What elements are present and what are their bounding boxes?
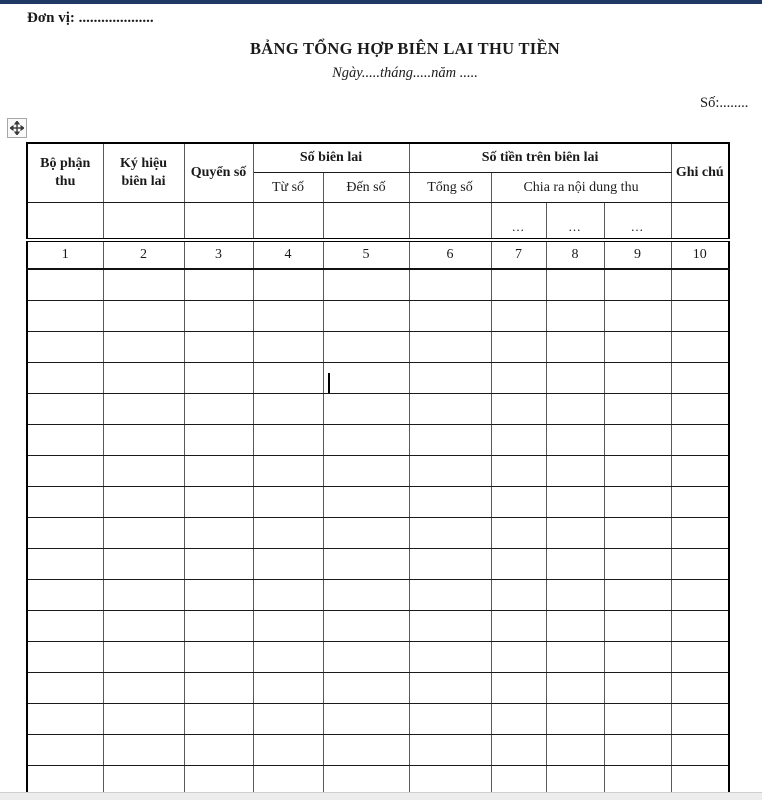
- table-cell[interactable]: [409, 642, 491, 673]
- table-row: [27, 487, 729, 518]
- table-cell[interactable]: [27, 394, 103, 425]
- table-cell[interactable]: [27, 425, 103, 456]
- table-cell[interactable]: [409, 425, 491, 456]
- header-cell-dots-2[interactable]: ...: [546, 203, 604, 241]
- header-cell-ghi-chu[interactable]: Ghi chú: [671, 143, 729, 203]
- table-cell[interactable]: [27, 203, 103, 241]
- table-cell[interactable]: [546, 456, 604, 487]
- table-cell[interactable]: [184, 203, 253, 241]
- table-cell[interactable]: [27, 301, 103, 332]
- table-cell[interactable]: [491, 580, 546, 611]
- table-cell[interactable]: [184, 580, 253, 611]
- table-cell[interactable]: [604, 642, 671, 673]
- table-cell[interactable]: [27, 704, 103, 735]
- table-cell[interactable]: [409, 301, 491, 332]
- table-cell[interactable]: [671, 642, 729, 673]
- table-cell[interactable]: [27, 735, 103, 766]
- table-cell[interactable]: [103, 203, 184, 241]
- table-cell[interactable]: [491, 673, 546, 704]
- header-cell-dots-1[interactable]: ...: [491, 203, 546, 241]
- table-cell[interactable]: [409, 580, 491, 611]
- table-cell[interactable]: [409, 518, 491, 549]
- table-cell[interactable]: [253, 301, 323, 332]
- table-cell[interactable]: [409, 394, 491, 425]
- table-cell[interactable]: [546, 332, 604, 363]
- column-number[interactable]: 10: [671, 240, 729, 269]
- table-cell[interactable]: [323, 456, 409, 487]
- table-cell[interactable]: [103, 456, 184, 487]
- table-cell[interactable]: [409, 203, 491, 241]
- table-cell[interactable]: [491, 269, 546, 301]
- document-number-label: Số:........: [700, 95, 749, 111]
- table-cell[interactable]: [671, 704, 729, 735]
- table-cell[interactable]: [546, 425, 604, 456]
- table-cell[interactable]: [253, 332, 323, 363]
- table-cell[interactable]: [103, 642, 184, 673]
- table-row: [27, 735, 729, 766]
- table-cell[interactable]: [491, 301, 546, 332]
- table-cell[interactable]: [604, 611, 671, 642]
- table-cell[interactable]: [184, 611, 253, 642]
- table-cell[interactable]: [184, 456, 253, 487]
- table-cell[interactable]: [671, 332, 729, 363]
- table-cell[interactable]: [546, 704, 604, 735]
- table-cell[interactable]: [671, 394, 729, 425]
- table-cell[interactable]: [27, 580, 103, 611]
- table-cell[interactable]: [671, 301, 729, 332]
- table-cell[interactable]: [491, 425, 546, 456]
- title-block: [0, 39, 762, 82]
- table-cell[interactable]: [27, 332, 103, 363]
- table-cell[interactable]: [604, 332, 671, 363]
- table-cell[interactable]: [27, 456, 103, 487]
- column-number[interactable]: 5: [323, 240, 409, 269]
- table-cell[interactable]: [253, 611, 323, 642]
- table-cell[interactable]: [491, 549, 546, 580]
- table-cell[interactable]: [671, 425, 729, 456]
- column-number[interactable]: 3: [184, 240, 253, 269]
- table-cell[interactable]: [546, 611, 604, 642]
- table-cell[interactable]: [103, 735, 184, 766]
- table-cell[interactable]: [604, 425, 671, 456]
- table-cell[interactable]: [491, 611, 546, 642]
- table-cell[interactable]: [253, 735, 323, 766]
- column-number[interactable]: 9: [604, 240, 671, 269]
- table-cell[interactable]: [103, 394, 184, 425]
- table-cell[interactable]: [409, 332, 491, 363]
- column-number[interactable]: 2: [103, 240, 184, 269]
- table-cell[interactable]: [184, 487, 253, 518]
- column-number[interactable]: 7: [491, 240, 546, 269]
- table-cell[interactable]: [103, 518, 184, 549]
- header-cell-quyen-so[interactable]: Quyển số: [184, 143, 253, 203]
- table-cell[interactable]: [103, 269, 184, 301]
- table-cell[interactable]: [491, 394, 546, 425]
- page-title: BẢNG TỔNG HỢP BIÊN LAI THU TIỀN: [249, 39, 561, 58]
- table-cell[interactable]: [604, 363, 671, 394]
- table-cell[interactable]: [604, 487, 671, 518]
- document-page: [0, 4, 762, 82]
- table-cell[interactable]: [491, 735, 546, 766]
- table-cell[interactable]: [491, 456, 546, 487]
- table-cell[interactable]: [184, 704, 253, 735]
- table-cell[interactable]: [546, 549, 604, 580]
- column-number[interactable]: 6: [409, 240, 491, 269]
- table-cell[interactable]: [323, 203, 409, 241]
- date-line: Ngày.....tháng.....năm .....: [332, 65, 478, 81]
- table-cell[interactable]: [323, 580, 409, 611]
- table-cell[interactable]: [184, 301, 253, 332]
- table-cell[interactable]: [491, 487, 546, 518]
- table-row: [27, 518, 729, 549]
- table-cell[interactable]: [671, 203, 729, 241]
- column-number[interactable]: 8: [546, 240, 604, 269]
- table-cell[interactable]: [546, 487, 604, 518]
- table-cell[interactable]: [323, 332, 409, 363]
- table-cell[interactable]: [409, 363, 491, 394]
- table-cell[interactable]: [253, 394, 323, 425]
- table-cell[interactable]: [604, 301, 671, 332]
- table-cell[interactable]: [671, 363, 729, 394]
- table-cell[interactable]: [671, 549, 729, 580]
- table-cell[interactable]: [103, 332, 184, 363]
- table-row: [27, 332, 729, 363]
- table-cell[interactable]: [323, 704, 409, 735]
- table-cell[interactable]: [323, 642, 409, 673]
- table-cell[interactable]: [491, 363, 546, 394]
- table-cell[interactable]: [323, 487, 409, 518]
- table-cell[interactable]: [184, 269, 253, 301]
- table-cell[interactable]: [546, 301, 604, 332]
- table-cell[interactable]: [409, 487, 491, 518]
- table-cell[interactable]: [546, 735, 604, 766]
- header-cell-so-bien-lai[interactable]: Số biên lai: [253, 143, 409, 173]
- table-cell[interactable]: [184, 425, 253, 456]
- column-number[interactable]: 4: [253, 240, 323, 269]
- table-cell[interactable]: [323, 549, 409, 580]
- table-row: [27, 580, 729, 611]
- header-cell-bo-phan-thu[interactable]: Bộ phận thu: [27, 143, 103, 203]
- table-cell[interactable]: [253, 203, 323, 241]
- column-number[interactable]: 1: [27, 240, 103, 269]
- table-cell[interactable]: [491, 704, 546, 735]
- table-row: [27, 394, 729, 425]
- table-cell[interactable]: [27, 487, 103, 518]
- header-cell-tu-so[interactable]: Từ số: [253, 173, 323, 203]
- table-cell[interactable]: [184, 735, 253, 766]
- table-cell[interactable]: [546, 642, 604, 673]
- table-cell[interactable]: [409, 673, 491, 704]
- table-cell[interactable]: [253, 704, 323, 735]
- table-cell[interactable]: [323, 518, 409, 549]
- table-cell[interactable]: [671, 269, 729, 301]
- table-move-handle[interactable]: [7, 118, 27, 138]
- table-cell[interactable]: [546, 673, 604, 704]
- four-way-arrow-icon: [10, 121, 24, 135]
- header-cell-so-tien-tren-bien-lai[interactable]: Số tiền trên biên lai: [409, 143, 671, 173]
- table-cell[interactable]: [671, 673, 729, 704]
- table-cell[interactable]: [409, 704, 491, 735]
- table-cell[interactable]: [253, 363, 323, 394]
- table-cell[interactable]: [184, 549, 253, 580]
- table-cell[interactable]: [409, 735, 491, 766]
- unit-label: Đơn vị: ....................: [27, 10, 154, 26]
- table-cell[interactable]: [546, 394, 604, 425]
- table-cell[interactable]: [27, 642, 103, 673]
- table-cell[interactable]: [253, 642, 323, 673]
- table-row: [27, 269, 729, 301]
- table-cell[interactable]: [253, 456, 323, 487]
- table-cell[interactable]: [253, 487, 323, 518]
- header-row-1: [27, 143, 729, 173]
- table-cell[interactable]: [103, 704, 184, 735]
- table-cell[interactable]: [253, 673, 323, 704]
- table-cell[interactable]: [604, 549, 671, 580]
- table-cell[interactable]: [546, 518, 604, 549]
- table-cell[interactable]: [323, 735, 409, 766]
- table-cell[interactable]: [604, 456, 671, 487]
- header-cell-dots-3[interactable]: ...: [604, 203, 671, 241]
- table-cell[interactable]: [103, 611, 184, 642]
- table-row: [27, 425, 729, 456]
- table-cell[interactable]: [323, 611, 409, 642]
- table-cell[interactable]: [103, 487, 184, 518]
- header-cell-tong-so[interactable]: Tổng số: [409, 173, 491, 203]
- table-cell[interactable]: [604, 673, 671, 704]
- table-cell[interactable]: [604, 580, 671, 611]
- table-row: [27, 456, 729, 487]
- table-cell[interactable]: [671, 487, 729, 518]
- table-cell[interactable]: [604, 704, 671, 735]
- header-cell-ky-hieu-bien-lai[interactable]: Ký hiệu biên lai: [103, 143, 184, 203]
- table-cell[interactable]: [409, 549, 491, 580]
- header-row-dots: [27, 203, 729, 241]
- table-cell[interactable]: [184, 394, 253, 425]
- table-cell[interactable]: [184, 642, 253, 673]
- table-row: [27, 363, 729, 394]
- table-cell[interactable]: [323, 363, 409, 394]
- table-cell[interactable]: [491, 332, 546, 363]
- table-cell[interactable]: [323, 301, 409, 332]
- table-cell[interactable]: [604, 735, 671, 766]
- table-cell[interactable]: [27, 673, 103, 704]
- text-cursor-caret: [328, 373, 330, 393]
- table-cell[interactable]: [27, 269, 103, 301]
- table-row: [27, 673, 729, 704]
- table-cell[interactable]: [604, 394, 671, 425]
- table-cell[interactable]: [103, 301, 184, 332]
- table-cell[interactable]: [184, 363, 253, 394]
- window-bottom-strip: [0, 792, 762, 800]
- header-cell-chia-ra-noi-dung-thu[interactable]: Chia ra nội dung thu: [491, 173, 671, 203]
- table-cell[interactable]: [409, 269, 491, 301]
- table-cell[interactable]: [671, 580, 729, 611]
- table-cell[interactable]: [323, 425, 409, 456]
- table-cell[interactable]: [671, 456, 729, 487]
- table-row: [27, 301, 729, 332]
- table-cell[interactable]: [253, 269, 323, 301]
- column-number-row: [27, 240, 729, 269]
- table-cell[interactable]: [253, 580, 323, 611]
- table-row: [27, 704, 729, 735]
- table-cell[interactable]: [184, 673, 253, 704]
- table-cell[interactable]: [253, 518, 323, 549]
- table-row: [27, 642, 729, 673]
- table-cell[interactable]: [103, 673, 184, 704]
- receipt-summary-table: [26, 142, 730, 798]
- table-cell[interactable]: [491, 518, 546, 549]
- table-cell[interactable]: [253, 549, 323, 580]
- table-cell[interactable]: [27, 363, 103, 394]
- table-cell[interactable]: [323, 269, 409, 301]
- table-cell[interactable]: [103, 549, 184, 580]
- table-cell[interactable]: [27, 549, 103, 580]
- table-row: [27, 549, 729, 580]
- table-cell[interactable]: [103, 425, 184, 456]
- table-cell[interactable]: [604, 269, 671, 301]
- table-cell[interactable]: [184, 332, 253, 363]
- table-cell[interactable]: [184, 518, 253, 549]
- table-cell[interactable]: [323, 394, 409, 425]
- table-cell[interactable]: [546, 269, 604, 301]
- table-cell[interactable]: [27, 518, 103, 549]
- table-cell[interactable]: [604, 518, 671, 549]
- table-row: [27, 611, 729, 642]
- table-cell[interactable]: [27, 611, 103, 642]
- table-cell[interactable]: [546, 580, 604, 611]
- table-cell[interactable]: [671, 518, 729, 549]
- table-cell[interactable]: [671, 735, 729, 766]
- header-cell-den-so[interactable]: Đến số: [323, 173, 409, 203]
- table-cell[interactable]: [323, 673, 409, 704]
- table-cell[interactable]: [409, 611, 491, 642]
- table-cell[interactable]: [491, 642, 546, 673]
- table-cell[interactable]: [103, 363, 184, 394]
- table-cell[interactable]: [671, 611, 729, 642]
- table-cell[interactable]: [409, 456, 491, 487]
- table-cell[interactable]: [253, 425, 323, 456]
- table-cell[interactable]: [103, 580, 184, 611]
- table-cell[interactable]: [546, 363, 604, 394]
